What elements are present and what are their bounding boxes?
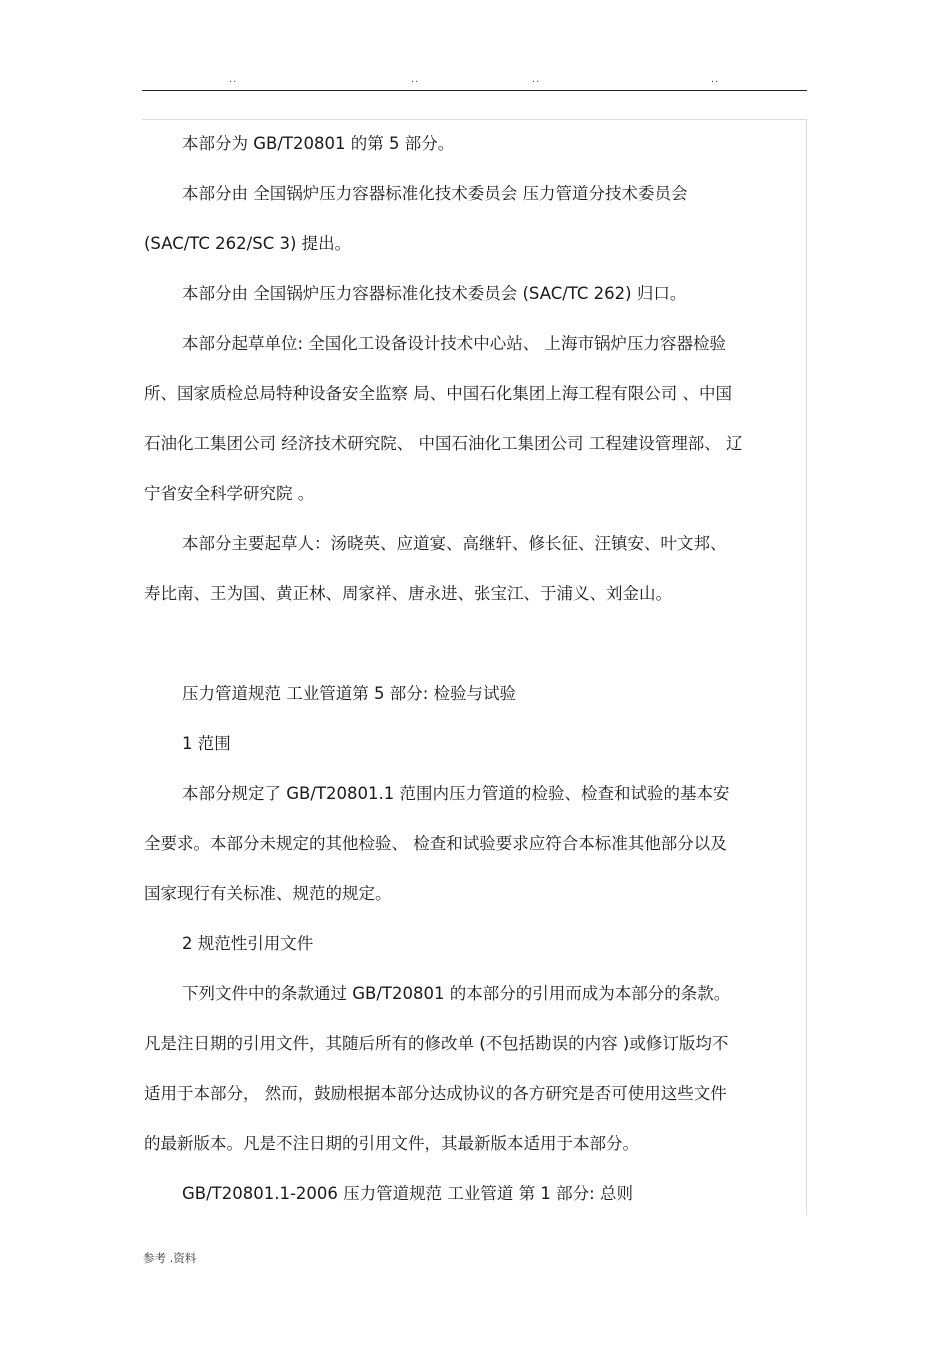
section-heading: 1 范围 [182,734,231,753]
footer-note: 参考 .资料 [143,1251,197,1265]
header-mark: .. [711,74,720,85]
section-title: 压力管道规范 工业管道第 5 部分: 检验与试验 [182,684,517,703]
text-line: 本部分起草单位: 全国化工设备设计技术中心站、 上海市锅炉压力容器检验 [182,334,727,353]
header-mark: .. [229,74,238,85]
header-mark: .. [532,74,541,85]
header-mark: .. [411,74,420,85]
text-line: 寿比南、王为国、黄正林、周家祥、唐永进、张宝江、于浦义、刘金山。 [144,584,672,603]
section-heading: 2 规范性引用文件 [182,934,314,953]
text-line: 本部分主要起草人：汤晓英、应道宴、高继轩、修长征、汪镇安、叶文邦、 [182,534,727,553]
text-line: 本部分规定了 GB/T20801.1 范围内压力管道的检验、检查和试验的基本安 [182,784,730,803]
header-rule [142,90,807,91]
text-line: 下列文件中的条款通过 GB/T20801 的本部分的引用而成为本部分的条款。 [182,984,731,1003]
text-line: 石油化工集团公司 经济技术研究院、 中国石油化工集团公司 工程建设管理部、 辽 [144,434,743,453]
text-line: 的最新版本。凡是不注日期的引用文件，其最新版本适用于本部分。 [144,1134,639,1153]
text-line: 所、国家质检总局特种设备安全监察 局、中国石化集团上海工程有限公司 、中国 [144,384,732,403]
text-line: 本部分为 GB/T20801 的第 5 部分。 [182,134,455,153]
text-line: 适用于本部分， 然而，鼓励根据本部分达成协议的各方研究是否可使用这些文件 [144,1084,727,1103]
text-line: 本部分由 全国锅炉压力容器标准化技术委员会 压力管道分技术委员会 [182,184,688,203]
reference-entry: GB/T20801.1-2006 压力管道规范 工业管道 第 1 部分: 总则 [182,1184,633,1203]
text-line: 全要求。本部分未规定的其他检验、 检查和试验要求应符合本标准其他部分以及 [144,834,727,853]
text-line: (SAC/TC 262/SC 3) 提出。 [144,234,352,253]
text-line: 本部分由 全国锅炉压力容器标准化技术委员会 (SAC/TC 262) 归口。 [182,284,687,303]
text-line: 国家现行有关标准、规范的规定。 [144,884,392,903]
text-line: 凡是注日期的引用文件，其随后所有的修改单 (不包括勘误的内容 )或修订版均不 [144,1034,729,1053]
text-line: 宁省安全科学研究院 。 [144,484,315,503]
